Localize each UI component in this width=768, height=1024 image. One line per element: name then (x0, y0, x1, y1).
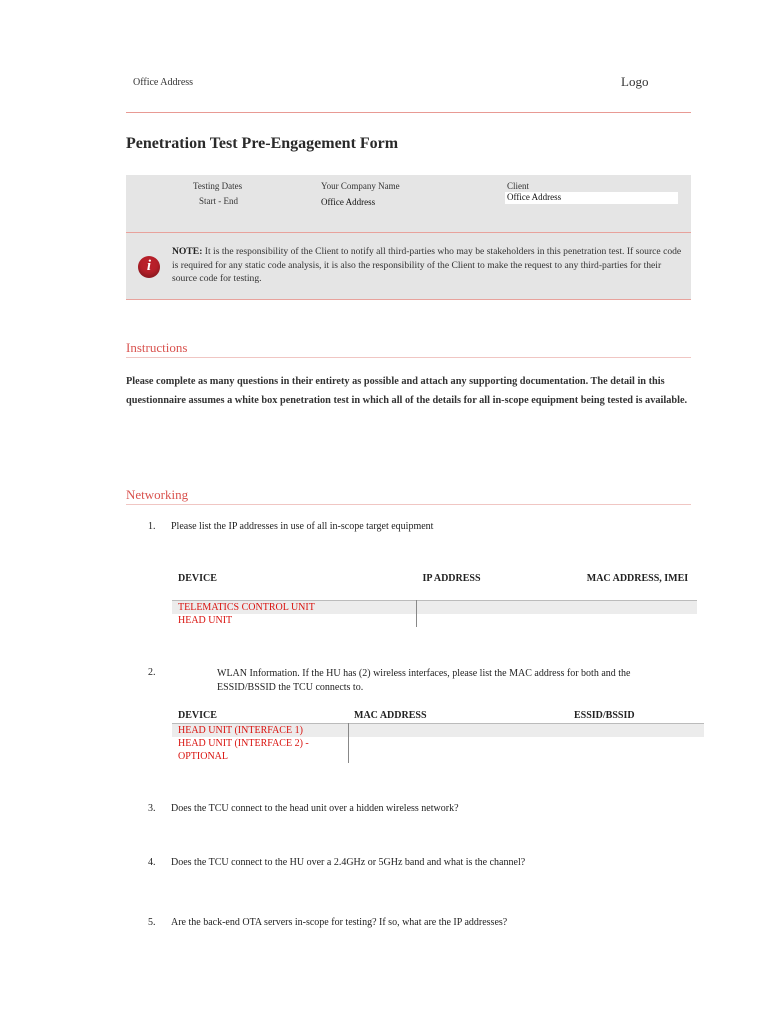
instructions-divider (126, 357, 691, 358)
instructions-heading: Instructions (126, 340, 188, 355)
question-4-text: Does the TCU connect to the HU over a 2.4GHz or 5GHz band and what is the channel? (171, 857, 526, 868)
networking-heading: Networking (126, 487, 189, 502)
header-office-address: Office Address (133, 77, 194, 88)
table2-header-essid: ESSID/BSSID (574, 710, 635, 721)
page-title: Penetration Test Pre-Engagement Form (126, 135, 399, 152)
table1-row-ip[interactable] (416, 614, 582, 627)
question-2-text: WLAN Information. If the HU has (2) wireless interfaces, please list the MAC address for both and the ESSID/BSSID the TCU connects to. (217, 668, 631, 693)
company-name-value[interactable]: Office Address (321, 197, 376, 207)
wlan-table (172, 710, 704, 763)
table2-row-device: HEAD UNIT (INTERFACE 1) (172, 723, 348, 737)
question-2-number: 2. (148, 667, 156, 678)
table1-row-device: TELEMATICS CONTROL UNIT (172, 600, 416, 614)
table2-row-essid[interactable] (564, 737, 704, 763)
table1-row-device: HEAD UNIT (172, 614, 416, 627)
client-value: Office Address (507, 192, 562, 202)
client-label: Client (507, 181, 529, 191)
engagement-info-box (126, 175, 691, 300)
networking-divider (126, 504, 691, 505)
question-4-number: 4. (148, 857, 156, 868)
testing-dates-label: Testing Dates (193, 181, 243, 191)
info-divider (126, 232, 691, 233)
question-1-number: 1. (148, 521, 156, 532)
table2-row-mac[interactable] (348, 723, 564, 737)
header-logo: Logo (621, 74, 649, 89)
ip-address-table (172, 573, 697, 627)
table2-header-device: DEVICE (178, 710, 217, 721)
note-body: It is the responsibility of the Client to notify all third-parties who may be stakeholders in this penetration test. If source code is required for any static code analysis, it is also the responsibility of the Client to make the request to any third-parties for their source code for testing. (172, 246, 682, 284)
table1-row-mac[interactable] (583, 600, 697, 614)
question-5-number: 5. (148, 917, 156, 928)
company-name-label: Your Company Name (321, 181, 400, 191)
table1-row-mac[interactable] (583, 614, 697, 627)
table2-header-mac: MAC ADDRESS (354, 710, 427, 721)
table1-row-ip[interactable] (416, 600, 582, 614)
question-3-text: Does the TCU connect to the head unit over a hidden wireless network? (171, 803, 459, 814)
client-field[interactable] (505, 192, 678, 204)
table2-row-mac[interactable] (348, 737, 564, 763)
note-label: NOTE: (172, 246, 203, 257)
instructions-text: Please complete as many questions in their entirety as possible and attach any supporting documentation. The detail in this questionnaire assumes a white box penetration test in which all of the details for all in-scope equipment being tested is available. (126, 376, 688, 406)
header-divider (126, 112, 691, 113)
table1-header-mac: MAC ADDRESS, IMEI (586, 573, 689, 584)
note-text (172, 245, 684, 286)
question-3-number: 3. (148, 803, 156, 814)
question-5-text: Are the back-end OTA servers in-scope for testing? If so, what are the IP addresses? (171, 917, 508, 928)
info-bottom-divider (126, 299, 691, 300)
info-icon: i (138, 256, 160, 278)
table1-header-device: DEVICE (178, 573, 217, 584)
table1-header-ip: IP ADDRESS (422, 573, 481, 584)
start-end-label: Start - End (199, 196, 238, 206)
question-1-text: Please list the IP addresses in use of all in-scope target equipment (171, 521, 434, 532)
table2-row-device: HEAD UNIT (INTERFACE 2) - OPTIONAL (172, 737, 348, 763)
table2-row-essid[interactable] (564, 723, 704, 737)
